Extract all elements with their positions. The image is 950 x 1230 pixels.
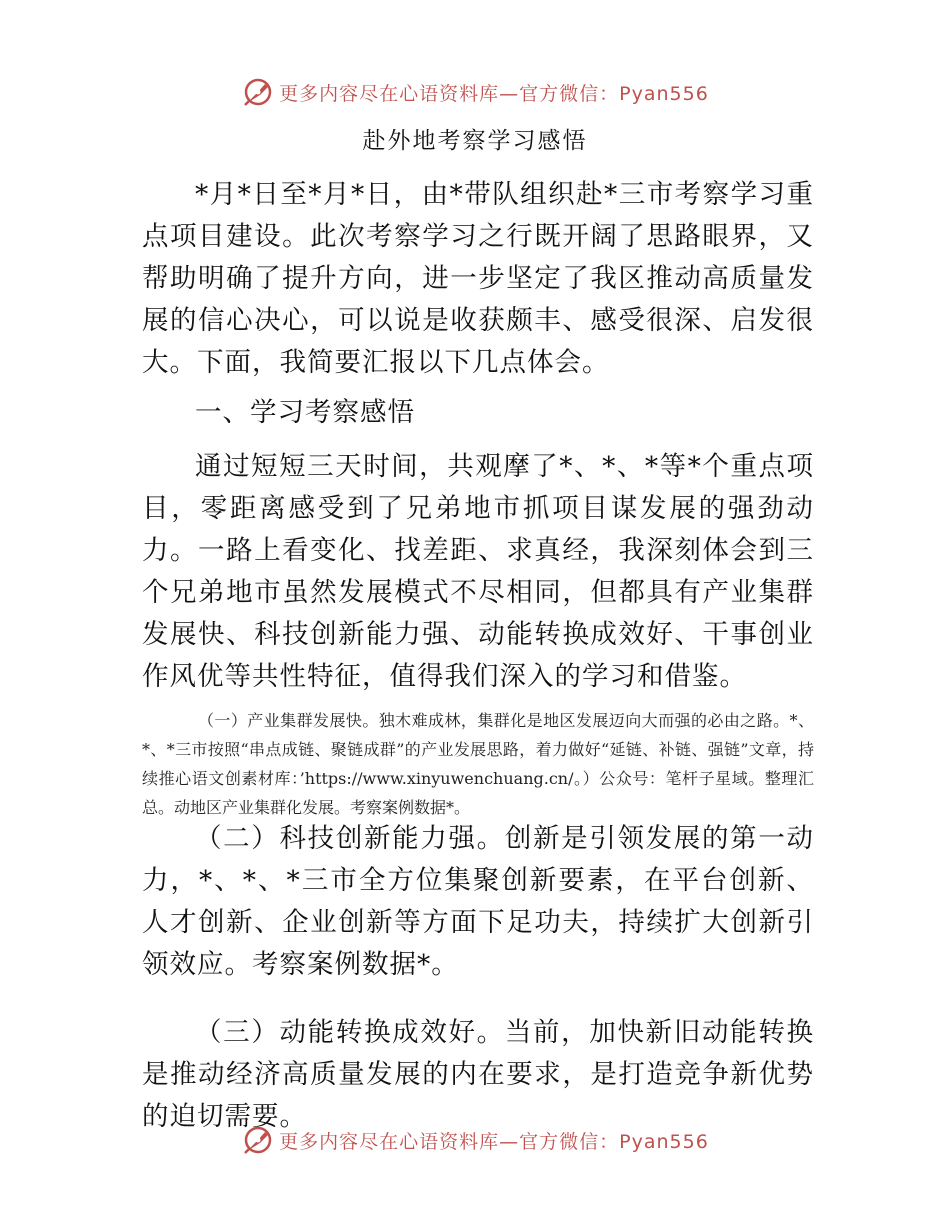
footer-watermark-banner <box>0 1122 950 1158</box>
section-heading: 一、学习考察感悟 <box>195 397 415 428</box>
section-heading-block <box>142 392 814 434</box>
watermark-text: 更多内容尽在心语资料库—官方微信：Pyan556 <box>279 1130 709 1153</box>
document-title: 赴外地考察学习感悟 <box>362 128 588 154</box>
pen-nib-icon <box>241 1123 275 1157</box>
header-watermark-banner <box>0 74 950 110</box>
point1-block <box>142 706 814 822</box>
pen-nib-icon <box>241 75 275 109</box>
point-3-paragraph: （三）动能转换成效好。当前，加快新旧动能转换是推动经济高质量发展的内在要求，是打造竞争新优势的迫切需要。 <box>142 1017 814 1132</box>
intro-section <box>142 174 814 384</box>
intro-paragraph: *月*日至*月*日，由*带队组织赴*三市考察学习重点项目建设。此次考察学习之行既开阔了思路眼界，又帮助明确了提升方向，进一步坚定了我区推动高质量发展的信心决心，可以说是收获颇丰、感受很深、启发很大。下面，我简要汇报以下几点体会。 <box>142 179 814 378</box>
watermark-text: 更多内容尽在心语资料库—官方微信：Pyan556 <box>279 82 709 105</box>
point2-block <box>142 818 814 986</box>
point-2-paragraph: （二）科技创新能力强。创新是引领发展的第一动力，*、*、*三市全方位集聚创新要素，在平台创新、人才创新、企业创新等方面下足功夫，持续扩大创新引领效应。考察案例数据*。 <box>142 823 814 980</box>
point3-block <box>142 1012 814 1138</box>
section-body-paragraph: 通过短短三天时间，共观摩了*、*、*等*个重点项目，零距离感受到了兄弟地市抓项目谋发展的强劲动力。一路上看变化、找差距、求真经，我深刻体会到三个兄弟地市虽然发展模式不尽相同，但都具有产业集群发展快、科技创新能力强、动能转换成效好、干事创业作风优等共性特征，值得我们深入的学习和借鉴。 <box>142 451 814 692</box>
section-body-block <box>142 446 814 698</box>
point-1-paragraph: （一）产业集群发展快。独木难成林，集群化是地区发展迈向大而强的必由之路。*、*、*三市按照“串点成链、聚链成群”的产业发展思路，着力做好“延链、补链、强链”文章，持续推心语文创素材库：’https://www.xinyuwenchuang.cn/。）公众号：笔杆子星域。整理汇总。动地区产业集群化发展。考察案例数据*。 <box>142 711 814 817</box>
